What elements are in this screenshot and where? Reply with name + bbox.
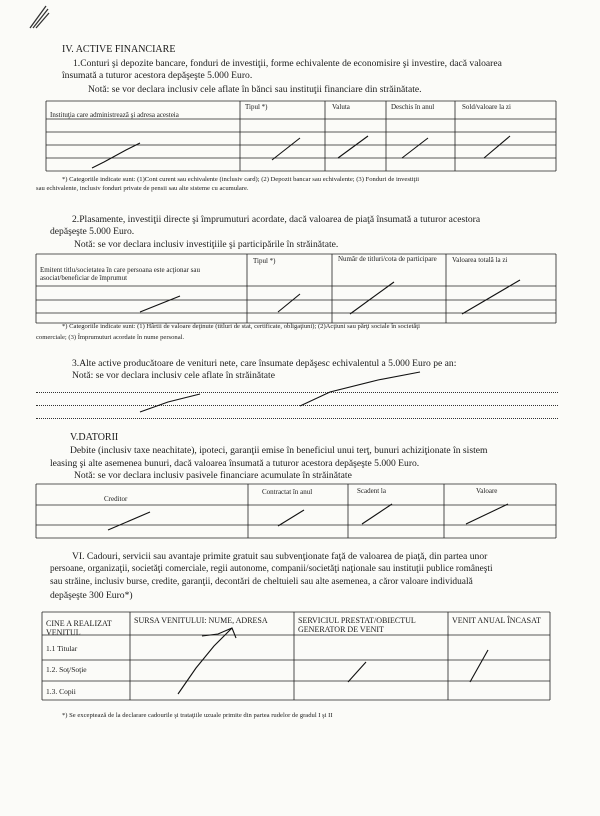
table2-header-type: Tipul *) (253, 257, 276, 265)
table4-handwritten-strikes (178, 628, 488, 694)
table1-header-opened: Deschis în anul (391, 103, 435, 111)
table2-footnote-line1: *) Categoriile indicate sunt: (1) Hârtii de valoare deţinute (titluri de stat, certificate, obligaţiuni); (2)Acţiuni sau părţi sociale în societăţi (62, 323, 420, 330)
section-vi-text-line3: sau străine, inclusiv burse, credite, garanţii, decontări de cheltuieli sau alte asemenea, a căror valoare individuală (50, 577, 473, 587)
table1-handwritten-strikes (92, 136, 510, 168)
table4-header-source: SURSA VENITULUI: NUME, ADRESA (134, 616, 268, 625)
table3-header-value: Valoare (476, 487, 498, 495)
table4-header-who: CINE A REALIZAT VENITUL (46, 619, 112, 637)
item1-note: Notă: se vor declara inclusiv cele aflate în bănci sau instituţii financiare din străinătate. (88, 84, 422, 95)
table1-header-balance: Sold/valoare la zi (462, 103, 511, 111)
table4-header-service: SERVICIUL PRESTAT/OBIECTUL GENERATOR DE VENIT (298, 616, 416, 634)
section-vi-text-line1: VI. Cadouri, servicii sau avantaje primite gratuit sau subvenţionate faţă de valoarea de piaţă, din partea unor (72, 551, 488, 562)
item2-text-line1: 2.Plasamente, investiţii directe şi împrumuturi acordate, dacă valoarea de piaţă însumată a tuturor acestora (72, 214, 481, 225)
table3-header-contracted: Contractat în anul (262, 488, 313, 496)
section-v-note: Notă: se vor declara inclusiv pasivele financiare acumulate în străinătate (74, 470, 352, 481)
table4-row-spouse: 1.2. Soţ/Soţie (46, 665, 87, 674)
table3-header-due: Scadent la (357, 487, 386, 495)
item3-note: Notă: se vor declara inclusiv cele aflate în străinătate (72, 370, 275, 381)
table2-handwritten-strikes (140, 280, 520, 314)
table2-footnote-line2: comerciale; (3) Împrumuturi acordate în nume personal. (36, 334, 185, 341)
table2-grid (36, 254, 556, 323)
item1-text-line2: însumată a tuturor acestora depăşeşte 5.000 Euro. (62, 70, 253, 81)
table4-row-children: 1.3. Copii (46, 687, 76, 696)
section-vi-footnote: *) Se exceptează de la declarare cadourile şi trataţiile uzuale primite din partea rudelor de gradul I şi II (62, 712, 333, 719)
item3-text: 3.Alte active producătoare de venituri nete, care însumate depăşesc echivalentul a 5.000 Euro pe an: (72, 358, 457, 369)
table4-row-titular: 1.1 Titular (46, 644, 78, 653)
section-v-text-line2: leasing şi alte asemenea bunuri, dacă valoarea însumată a tuturor acestora depăşeşte 5.000 Euro. (50, 458, 420, 469)
table1-header-institution: Instituţia care administrează şi adresa acesteia (50, 111, 179, 119)
item2-note: Notă: se vor declara inclusiv investiţiile şi participările în străinătate. (74, 239, 339, 250)
item2-text-line2: depăşeşte 5.000 Euro. (50, 226, 135, 237)
section-vi-text-line4: depăşeşte 300 Euro*) (50, 590, 133, 601)
section-v-title: V.DATORII (70, 432, 119, 443)
item3-dotted-line-2 (36, 405, 558, 406)
item3-dotted-line-3 (36, 418, 558, 419)
item1-text-line1: 1.Conturi şi depozite bancare, fonduri de investiţii, forme echivalente de economisire şi investire, dacă valoarea (73, 58, 502, 69)
table3-header-creditor: Creditor (104, 495, 128, 503)
section-iv-title: IV. ACTIVE FINANCIARE (62, 44, 176, 55)
table4-header-income: VENIT ANUAL ÎNCASAT (452, 616, 541, 625)
table1-header-type: Tipul *) (245, 103, 268, 111)
table1-header-currency: Valuta (332, 103, 350, 111)
table1-footnote-line2: sau echivalente, inclusiv fonduri private de pensii sau alte sisteme cu acumulare. (36, 185, 249, 192)
table2-header-shares: Număr de titluri/cota de participare (338, 255, 437, 263)
corner-scan-mark (28, 4, 50, 30)
table3-handwritten-strikes (108, 504, 508, 530)
section-v-text-line1: Debite (inclusiv taxe neachitate), ipoteci, garanţii emise în beneficiul unui terţ, bunuri achiziţionate în sistem (70, 445, 488, 456)
item3-dotted-line-1 (36, 392, 558, 393)
table2-header-value: Valoarea totală la zi (452, 256, 508, 264)
table1-footnote-line1: *) Categoriile indicate sunt: (1)Cont curent sau echivalente (inclusiv card); (2) Depozit bancar sau echivalente; (3) Fonduri de investiţii (62, 176, 420, 183)
table2-header-issuer: Emitent titlu/societatea în care persoana este acţionar sau asociat/beneficiar de împrumut (40, 266, 200, 282)
section-vi-text-line2: persoane, organizaţii, societăţi comerciale, regii autonome, companii/societăţi naţionale sau instituţii publice româneşti (50, 564, 493, 574)
